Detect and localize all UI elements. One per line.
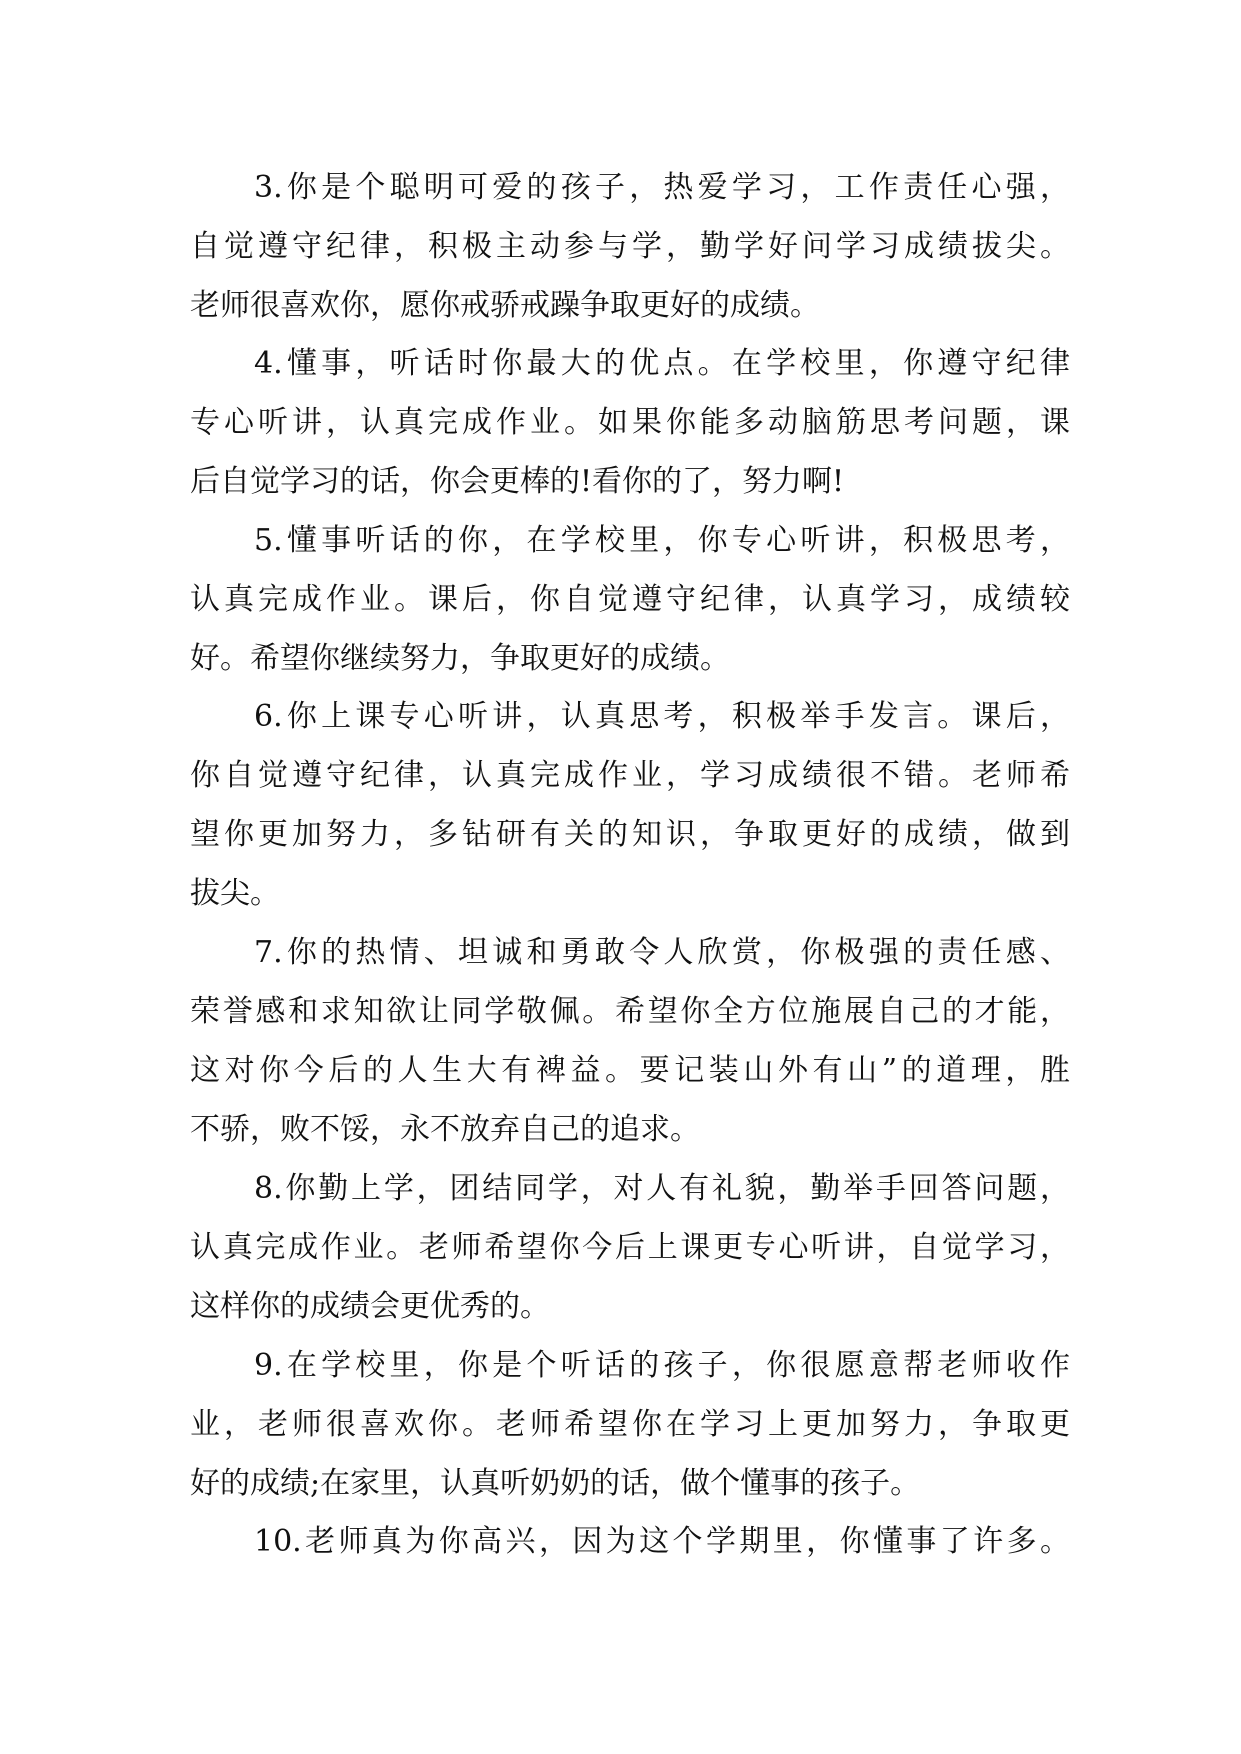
paragraph-6: [190, 687, 1070, 923]
paragraph-5: [190, 511, 1070, 688]
paragraph-line: 6.你上课专心听讲，认真思考，积极举手发言。课后，: [254, 699, 1070, 734]
paragraph-line: 后自觉学习的话，你会更棒的!看你的了，努力啊!: [190, 464, 845, 499]
paragraph-line: 自觉遵守纪律，积极主动参与学，勤学好问学习成绩拔尖。: [190, 229, 1070, 264]
paragraph-line: 这样你的成绩会更优秀的。: [190, 1289, 550, 1324]
paragraph-line: 5.懂事听话的你，在学校里，你专心听讲，积极思考，: [254, 523, 1070, 558]
paragraph-line: 好的成绩;在家里，认真听奶奶的话，做个懂事的孩子。: [190, 1466, 921, 1501]
paragraph-line: 荣誉感和求知欲让同学敬佩。希望你全方位施展自己的才能，: [190, 994, 1070, 1029]
paragraph-line: 4.懂事，听话时你最大的优点。在学校里，你遵守纪律: [254, 346, 1070, 381]
paragraph-line: 这对你今后的人生大有裨益。要记装山外有山”的道理，胜: [190, 1053, 1070, 1088]
paragraph-3: [190, 158, 1070, 335]
paragraph-line: 9.在学校里，你是个听话的孩子，你很愿意帮老师收作: [254, 1348, 1070, 1383]
paragraph-line: 专心听讲，认真完成作业。如果你能多动脑筋思考问题，课: [190, 405, 1070, 440]
paragraph-line: 认真完成作业。课后，你自觉遵守纪律，认真学习，成绩较: [190, 582, 1070, 617]
paragraph-line: 10.老师真为你高兴，因为这个学期里，你懂事了许多。: [254, 1524, 1070, 1559]
paragraph-10: [190, 1512, 1070, 1571]
paragraph-line: 不骄，败不馁，永不放弃自己的追求。: [190, 1112, 700, 1147]
paragraph-7: [190, 923, 1070, 1159]
paragraph-4: [190, 334, 1070, 511]
paragraph-line: 拔尖。: [190, 876, 280, 911]
paragraph-line: 8.你勤上学，团结同学，对人有礼貌，勤举手回答问题，: [254, 1171, 1070, 1206]
paragraph-line: 业，老师很喜欢你。老师希望你在学习上更加努力，争取更: [190, 1407, 1070, 1442]
paragraph-line: 你自觉遵守纪律，认真完成作业，学习成绩很不错。老师希: [190, 758, 1070, 793]
paragraph-line: 好。希望你继续努力，争取更好的成绩。: [190, 641, 730, 676]
paragraph-line: 认真完成作业。老师希望你今后上课更专心听讲，自觉学习，: [190, 1230, 1070, 1265]
paragraph-line: 7.你的热情、坦诚和勇敢令人欣赏，你极强的责任感、: [254, 935, 1070, 970]
paragraph-line: 望你更加努力，多钻研有关的知识，争取更好的成绩，做到: [190, 817, 1070, 852]
paragraph-line: 3.你是个聪明可爱的孩子，热爱学习，工作责任心强，: [254, 170, 1070, 205]
paragraph-line: 老师很喜欢你，愿你戒骄戒躁争取更好的成绩。: [190, 288, 820, 323]
paragraph-9: [190, 1336, 1070, 1513]
paragraph-8: [190, 1159, 1070, 1336]
